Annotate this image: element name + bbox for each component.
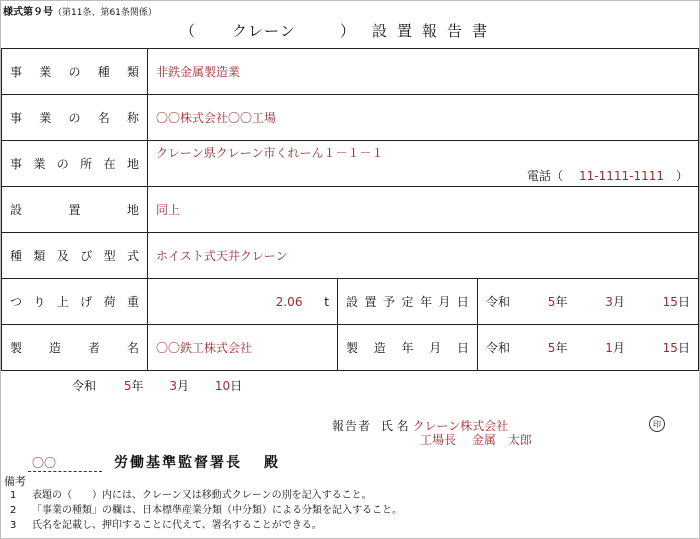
note-text: 「事業の種類」の欄は、日本標準産業分類（中分類）による分類を記入すること。 xyxy=(32,505,402,516)
label-char: 製 xyxy=(346,341,359,355)
title-main: 設置報告書 xyxy=(372,22,498,40)
month-unit: 月 xyxy=(612,295,625,309)
spaced-label xyxy=(10,339,139,356)
year-unit: 年 xyxy=(555,295,568,309)
reporter-title-name[interactable]: 工場長 金属 太郎 xyxy=(420,433,532,447)
label-type-model xyxy=(2,233,148,279)
note-item xyxy=(10,503,402,518)
label-char: 定 xyxy=(401,295,414,309)
spaced-label xyxy=(10,63,139,80)
label-char: り xyxy=(33,295,46,309)
rated-load-value: 2.06 xyxy=(275,294,303,309)
day-group xyxy=(663,339,690,356)
label-char: 重 xyxy=(126,295,139,309)
addressee xyxy=(28,452,278,472)
form-number-label: 様式第９号 xyxy=(3,7,53,18)
spaced-label xyxy=(10,293,139,310)
month-group xyxy=(605,339,625,356)
label-char: 在 xyxy=(103,157,116,171)
label-char: 者 xyxy=(87,341,100,355)
report-month: 3 xyxy=(169,379,177,393)
label-char: 種 xyxy=(97,65,110,79)
label-business-address xyxy=(2,141,148,187)
table-row xyxy=(2,233,699,279)
label-char: 及 xyxy=(56,249,69,263)
label-char: 置 xyxy=(68,203,81,217)
label-install-place xyxy=(2,187,148,233)
label-char: の xyxy=(56,157,69,171)
label-char: 月 xyxy=(438,295,451,309)
address-value: クレーン県クレーン市くれーん１－１－１ xyxy=(156,146,384,160)
label-char: び xyxy=(80,249,93,263)
table-row xyxy=(2,49,699,95)
label-char: 事 xyxy=(10,65,23,79)
spaced-label xyxy=(10,201,139,218)
label-char: 日 xyxy=(456,341,469,355)
label-char: 地 xyxy=(126,203,139,217)
spaced-label xyxy=(10,109,139,126)
report-day: 10 xyxy=(214,379,231,393)
form-number-ref: （第11条、第61条関係） xyxy=(53,8,157,18)
era: 令和 xyxy=(486,295,511,309)
label-char: 事 xyxy=(10,111,23,125)
report-era: 令和 xyxy=(72,379,97,393)
notes-list xyxy=(10,488,402,533)
label-manufacture-date xyxy=(338,325,478,371)
label-char: 事 xyxy=(10,157,23,171)
table-row xyxy=(2,141,699,187)
report-year: 5 xyxy=(123,379,132,393)
office-name-field[interactable]: 〇〇 xyxy=(28,454,102,472)
label-char: 造 xyxy=(48,341,61,355)
month: 3 xyxy=(605,295,613,309)
note-item xyxy=(10,518,402,533)
label-rated-load xyxy=(2,279,148,325)
label-char: 予 xyxy=(382,295,395,309)
report-day-unit: 日 xyxy=(230,379,243,393)
report-year-unit: 年 xyxy=(131,379,144,393)
label-char: 上 xyxy=(56,295,69,309)
manufacturer-field[interactable]: 〇〇鉄工株式会社 xyxy=(148,325,338,371)
phone xyxy=(527,167,688,184)
spaced-label xyxy=(10,155,139,172)
note-item xyxy=(10,488,402,503)
label-char: 名 xyxy=(97,111,110,125)
phone-label: 電話（ xyxy=(526,169,563,183)
phone-value: 11-1111-1111 xyxy=(578,169,664,183)
label-char: げ xyxy=(80,295,93,309)
label-char: 荷 xyxy=(103,295,116,309)
day: 15 xyxy=(662,295,678,309)
day-unit: 日 xyxy=(677,341,690,355)
label-char: 日 xyxy=(456,295,469,309)
label-manufacturer xyxy=(2,325,148,371)
table-row xyxy=(2,95,699,141)
report-date[interactable] xyxy=(72,377,242,394)
rated-load-field[interactable] xyxy=(148,279,338,325)
seal-mark: 印 xyxy=(649,416,665,432)
month: 1 xyxy=(605,341,613,355)
label-char: 設 xyxy=(346,295,359,309)
install-place-field[interactable]: 同上 xyxy=(148,187,699,233)
note-text: 氏名を記載し、押印することに代えて、署名することができる。 xyxy=(32,520,322,531)
notes-heading: 備考 xyxy=(4,475,26,488)
day: 15 xyxy=(662,341,678,355)
day-group xyxy=(663,293,690,310)
type-model-field[interactable]: ホイスト式天井クレーン xyxy=(148,233,699,279)
note-text: 表題の（ ）内には、クレーン又は移動式クレーンの別を記入すること。 xyxy=(32,490,372,501)
label-char: 類 xyxy=(33,249,46,263)
label-char: 設 xyxy=(10,203,23,217)
year: 5 xyxy=(547,295,556,309)
label-char: 年 xyxy=(419,295,432,309)
label-char: の xyxy=(68,65,81,79)
year-group xyxy=(548,293,568,310)
manufacture-date-field[interactable] xyxy=(478,325,699,371)
reporter-name-label: 氏 名 xyxy=(380,419,409,433)
reporter-company[interactable]: クレーン株式会社 xyxy=(412,419,509,433)
label-char: 造 xyxy=(373,341,386,355)
month-group xyxy=(605,293,625,310)
spaced-label xyxy=(346,293,469,310)
label-char: 類 xyxy=(126,65,139,79)
label-char: 地 xyxy=(126,157,139,171)
phone-close: ） xyxy=(675,169,688,183)
report-month-unit: 月 xyxy=(176,379,189,393)
label-char: 名 xyxy=(126,341,139,355)
label-char: 年 xyxy=(401,341,414,355)
month-unit: 月 xyxy=(612,341,625,355)
date-group xyxy=(486,293,690,310)
spaced-label xyxy=(346,339,469,356)
day-unit: 日 xyxy=(677,295,690,309)
table-row xyxy=(2,325,699,371)
title-kind: クレーン xyxy=(232,22,296,40)
install-date-field[interactable] xyxy=(478,279,699,325)
form-number xyxy=(3,3,157,18)
label-business-type xyxy=(2,49,148,95)
label-business-name xyxy=(2,95,148,141)
label-char: 型 xyxy=(103,249,116,263)
table-row xyxy=(2,187,699,233)
title-paren-close: ） xyxy=(340,22,357,40)
business-address-field[interactable] xyxy=(148,141,699,187)
rated-load-unit: t xyxy=(324,294,329,309)
label-char: 置 xyxy=(364,295,377,309)
reporter-label: 報告者 xyxy=(332,419,372,433)
label-char: の xyxy=(68,111,81,125)
label-char: 業 xyxy=(39,111,52,125)
label-char: 業 xyxy=(33,157,46,171)
label-char: 所 xyxy=(80,157,93,171)
note-number: 2 xyxy=(10,505,17,516)
note-number: 1 xyxy=(10,490,17,501)
label-char: 種 xyxy=(10,249,23,263)
year-group xyxy=(548,339,568,356)
label-char: 月 xyxy=(429,341,442,355)
title-paren-open: （ xyxy=(180,22,197,40)
year-unit: 年 xyxy=(555,341,568,355)
office-head: 労働基準監督署長 xyxy=(114,455,242,471)
honorific: 殿 xyxy=(264,455,278,471)
year: 5 xyxy=(547,341,556,355)
note-number: 3 xyxy=(10,520,17,531)
label-char: 製 xyxy=(10,341,23,355)
label-char: 式 xyxy=(126,249,139,263)
label-char: 業 xyxy=(39,65,52,79)
table-row xyxy=(2,279,699,325)
business-type-field[interactable]: 非鉄金属製造業 xyxy=(148,49,699,95)
spaced-label xyxy=(10,247,139,264)
era: 令和 xyxy=(486,341,511,355)
label-install-date xyxy=(338,279,478,325)
report-table xyxy=(1,48,699,371)
label-char: 称 xyxy=(126,111,139,125)
label-char: つ xyxy=(10,295,23,309)
date-group xyxy=(486,339,690,356)
business-name-field[interactable]: 〇〇株式会社〇〇工場 xyxy=(148,95,699,141)
